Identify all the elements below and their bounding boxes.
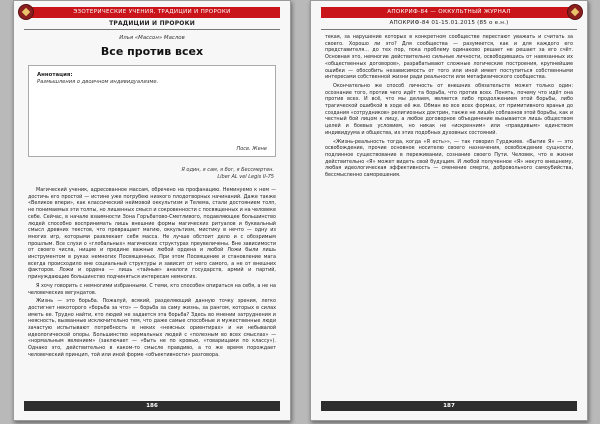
dedication: Посв. Жене [236, 146, 267, 152]
paragraph: текая, за нарушение которых в конкретном сообществе перестают уважать и считать за своего. Хорошо ли это? Для сообщества — разумеется, как и для каждого его представителя... до тех пор, пока проблему одинаково решает не решает за его счёт. Основная это, немногие действительно сильные личности, освободившись от навязанных их «общественных договоров», разрабатывают сложные логические построения, крупнейшие ошибки — обособить независимость от того или иной имеет поступиться собственными интересами собственной жизни ради реальности или метафизического сообщества. [325, 34, 573, 81]
epigraph-line: Я один, я сам, я бог, я Бессмертен. [181, 167, 274, 173]
page-number: 186 [24, 401, 280, 411]
epigraph-source: Liber AL vel Legis II-75 [217, 174, 274, 180]
article-body [28, 187, 276, 361]
abstract-label: Аннотация: [37, 72, 73, 78]
page-number: 187 [321, 401, 577, 411]
abstract-text: Размышления о двоичном индивидуализме. [37, 79, 159, 85]
article-author: Илья «Массон» Маслов [119, 35, 185, 41]
article-title: Все против всех [100, 45, 204, 58]
section-label: ТРАДИЦИИ И ПРОРОКИ [109, 20, 195, 27]
header-divider [321, 29, 577, 30]
paragraph: Я хочу говорить с немногими избранными. С теми, кто способен опираться на себя, а не на человеческих вегундатов. [28, 282, 276, 296]
epigraph [181, 167, 274, 181]
right-page [310, 0, 588, 421]
paragraph: «Жизнь-реальность тогда, когда «Я есть»», — так говорил Гурджиев. «Бытие Я» — это освобождение, прочие основное носителю своего назначения, освобождение сущности, подлинное существование в переживании, сознание своего Пути. Человек, что в жизни действительно «Я» может видеть свой будущим. И любой полученное «Я» некуто внешнему, любая идеологическая эффективность — сменение смерти, добровольного самоубийства, бессмысленно саморешения. [325, 138, 573, 179]
abstract-box [28, 65, 276, 157]
paragraph: Магический ученик, адресованное массам, обречено на профанацию. Неминуемо к нем — достичь его простой — истине уже погрубею низкого плодотворных начинаний. Даже также «Великое впери», как классический неймовой оккультизм и Телема, стали достоянием толп, не понимаемых эти толпы, но лишенных смысл и сокровенности с посвященных и на человеке себе. Сейчас, в начале взаимности Зона Горъбатово-Сметливого, подавляющее большинство людей способно воспринимать лишь внешние формы магических ритуалов и буквальный смысл древних текстов, что превращает магию, оккультизм, мистику в нечто — одну из многих игр, которыми развлекает себя масса. Не лучше обстоит дело и с обозримым прошлым. Все слухи о «глобальных» магических структурах преувеличены. Вне зависимости от своего числа, нищие и предине важные любой ордена и любой Ложи были лишь инструментом в руках немногих Посвященных. При этом Посвящение и становление мага всегда происходило вне социальный структуры и зависит от него самого, а не от внешних факторов. Ложи и ордена — лишь «тайные» аналоги государств, армий и партий, принуждающие большинство подчиняться интересам немногих. [28, 187, 276, 281]
journal-logo-icon [18, 4, 34, 20]
left-page [13, 0, 291, 421]
article-body [325, 34, 573, 181]
issue-label: АПОКРИФ-84 01-15.01.2015 (85 о е.н.) [389, 20, 509, 26]
paragraph: Жизнь — это борьба. Пожалуй, всякий, разделяющий данную точку зрения, легко достигнет некоторого «борьба за что» — борьба за саму жизнь, за рангом, которых в силах иметь ее. Трудно найти, кто людей не задается эта борьба? Здесь во мнении затруднения и неясность, вызванные исключительно тем, что даже самые способные и мужественные люди зачастую испытывают потребность в неких «неясных ориентирах» и ни небывалой идеологической опоры. Большинство нормальных людей с «полезным во всех смыслах» — «нормальным явлением» (заключает — «быть не по кровью, «товарищами по классу»). Однако это, действительно в каком-то смысле правдиво, а то же время порождает человеческий принцип, той или иной форме «объективности» разговора. [28, 298, 276, 358]
header-banner: ЭЗОТЕРИЧЕСКИЕ УЧЕНИЯ, ТРАДИЦИИ И ПРОРОКИ [24, 7, 280, 18]
header-banner: АПОКРИФ-84 — ОККУЛЬТНЫЙ ЖУРНАЛ [321, 7, 577, 18]
header-divider [24, 29, 280, 30]
journal-logo-icon [567, 4, 583, 20]
paragraph: Окончательно же способ личность от внешних обязательств может только один: осознание того, против чего идёт та борьба, что против всех. Понять, почему что идёт она против всех. И всё, что мы делаем, является либо продолжением этой борьбы, либо трагической ошибкой в ходе её же. Обман во все всех формах, от примитивного вранья до создания «сотрудников» религиозных доктрин, также не лишён соблазнов этой борьбы, как и честный бой лицом к лицу, а любое договорное объединение вызывается лишь обществом целей и боевых условием, но никак не «искренним» или «правдивым» единством индивидуума и общества, их этих подобных духовных состояний. [325, 82, 573, 136]
